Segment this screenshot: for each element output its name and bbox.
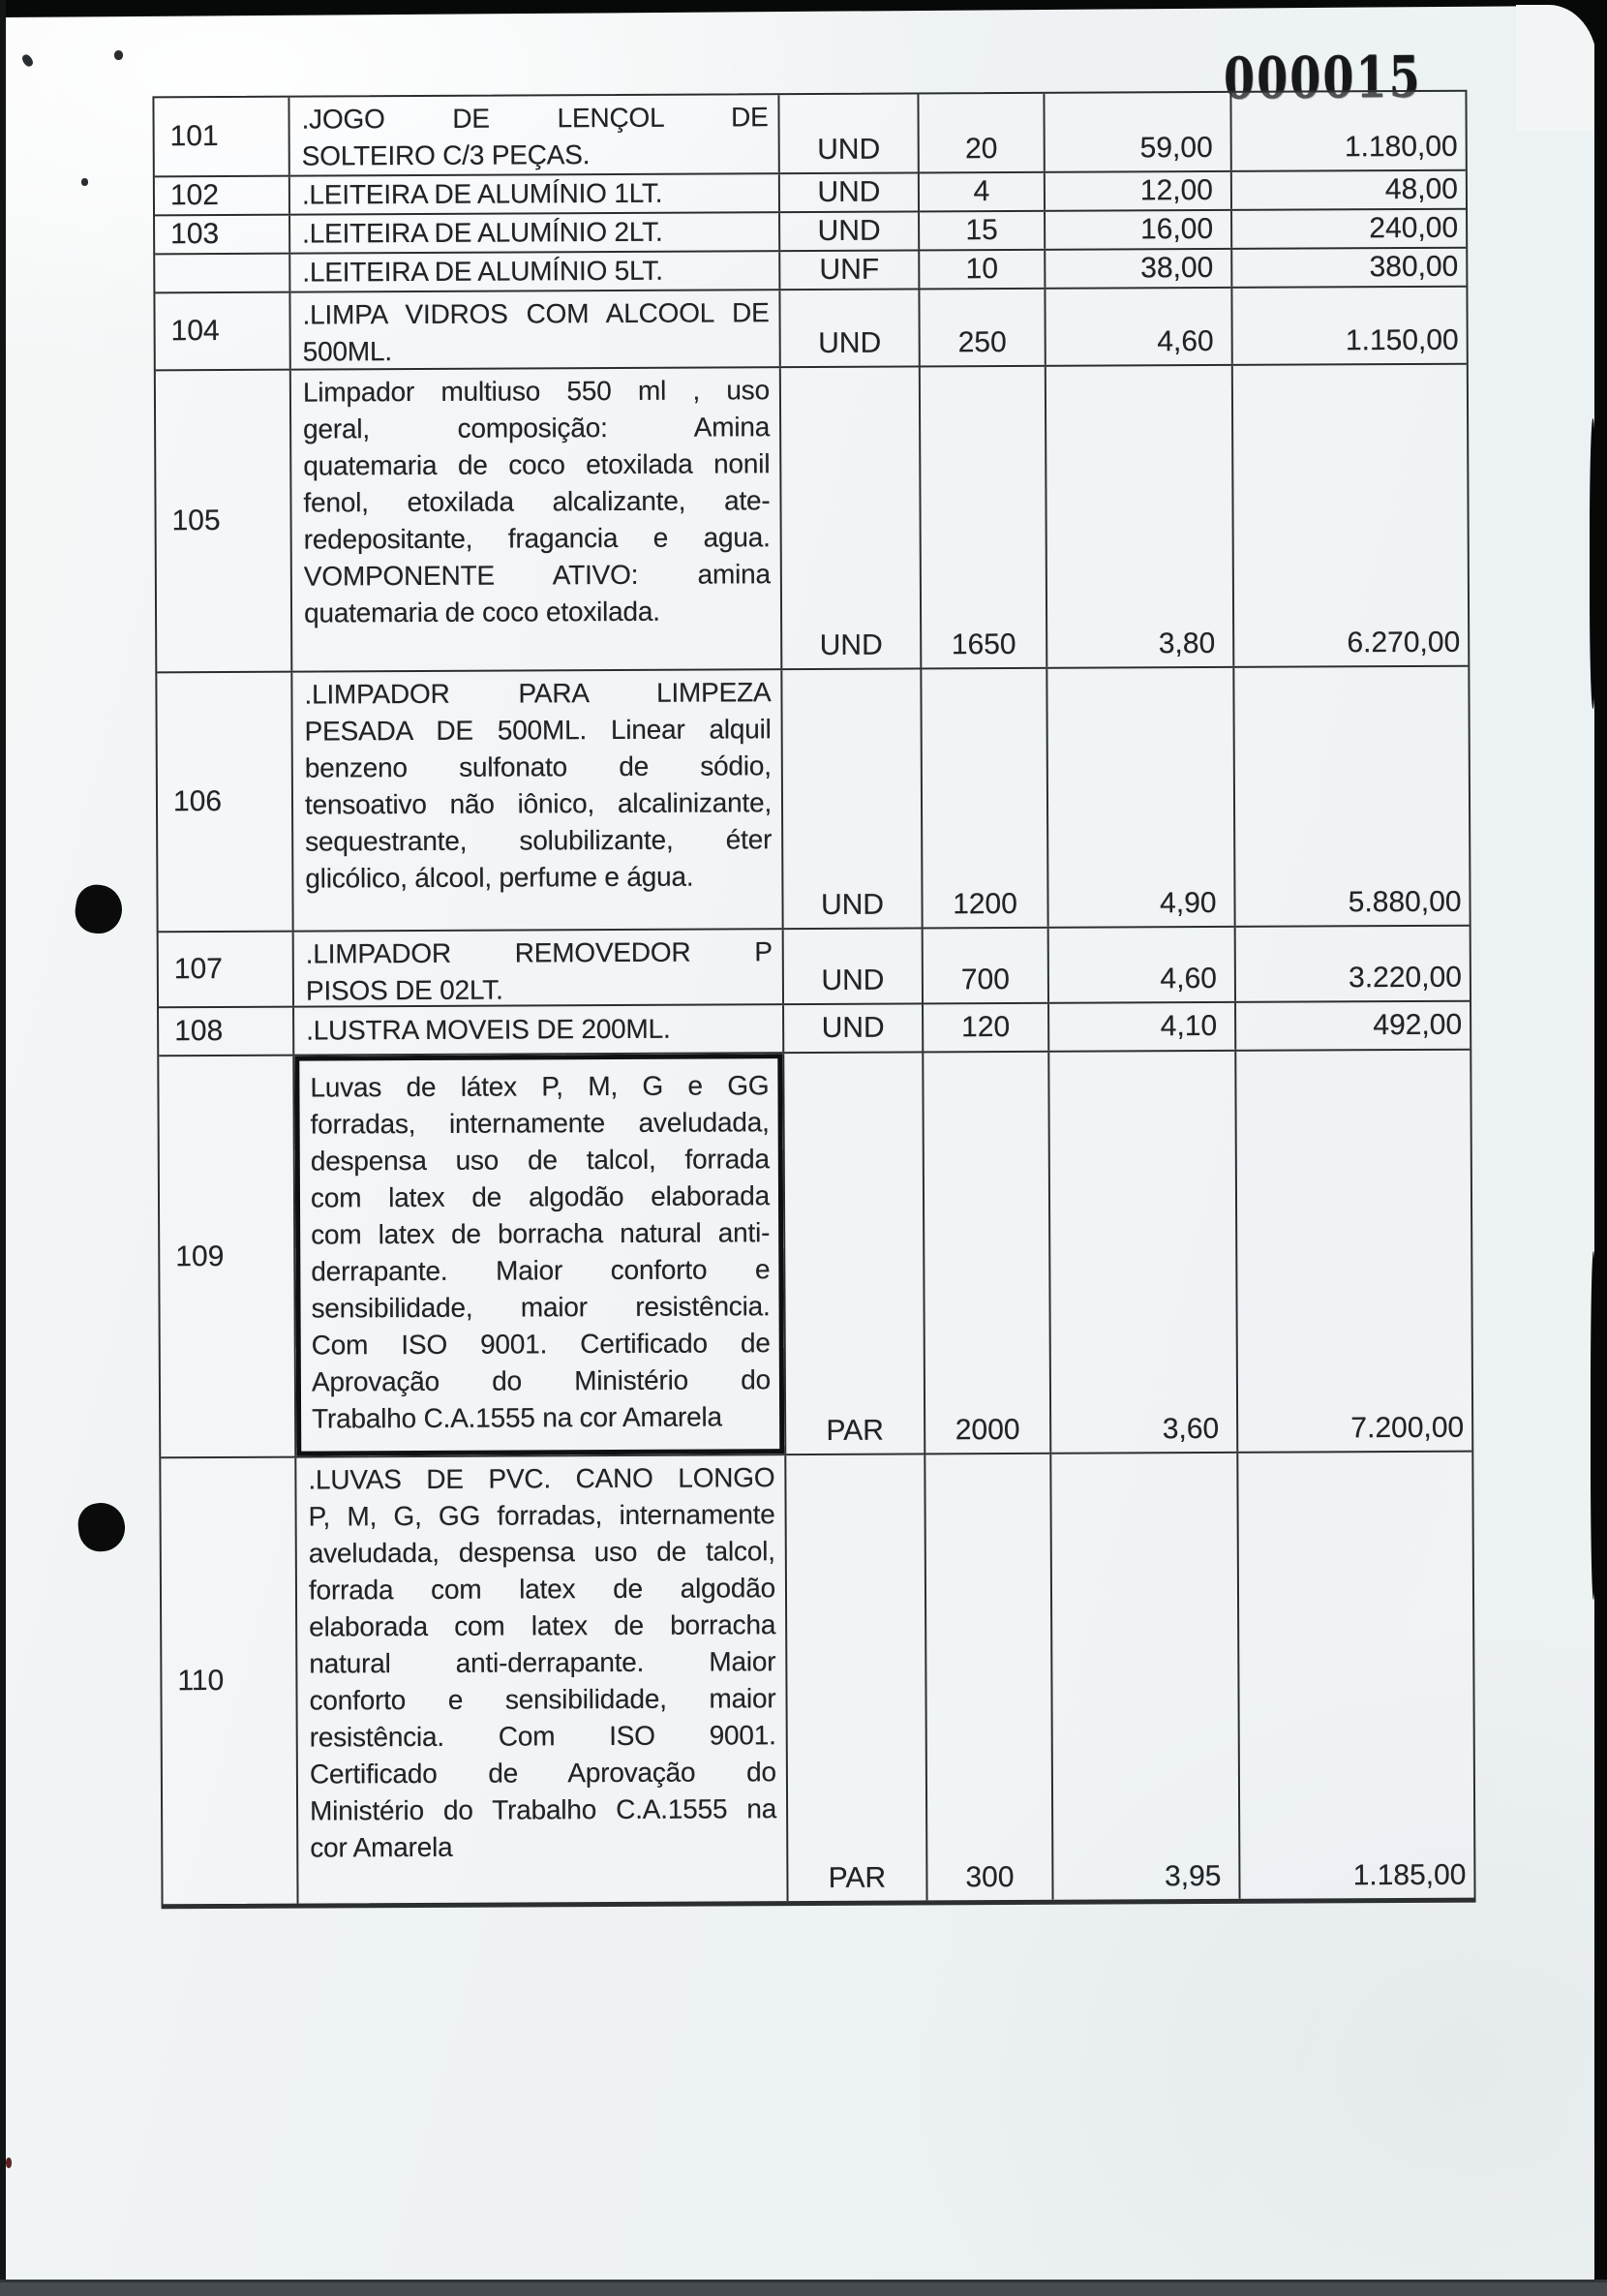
- description-line: geral, composição: Amina: [303, 412, 771, 444]
- unit-value: UND: [820, 888, 885, 921]
- table-row: [157, 665, 1469, 932]
- total-price-value: 240,00: [1369, 211, 1459, 245]
- page-number-stamp: 000015: [1223, 44, 1423, 112]
- item-number: 108: [174, 1014, 224, 1048]
- description-cell: [288, 95, 777, 174]
- unit-cell: [780, 669, 921, 928]
- unit-price-value: 4,10: [1160, 1009, 1218, 1043]
- unit-cell: [782, 1004, 922, 1052]
- total-price-value: 48,00: [1384, 172, 1458, 206]
- table-row: [155, 286, 1466, 370]
- total-price-value: 6.270,00: [1347, 626, 1461, 659]
- unit-cell: [779, 367, 921, 668]
- unit-cell: [778, 251, 918, 289]
- item-number-cell: [157, 673, 291, 932]
- description-line: Certificado de Aprovação do: [309, 1757, 776, 1790]
- description-line: conforto e sensibilidade, maior: [309, 1683, 776, 1716]
- quantity-value: 300: [965, 1861, 1015, 1894]
- total-price-cell: [1230, 210, 1466, 248]
- quantity-cell: [924, 1454, 1051, 1901]
- item-number-cell: [159, 1008, 292, 1056]
- unit-price-cell: [1047, 928, 1234, 1002]
- table-row: [159, 1000, 1470, 1056]
- total-price-cell: [1230, 249, 1466, 287]
- description-line: PISOS DE 02LT.: [305, 974, 503, 1006]
- item-number: 106: [172, 784, 223, 818]
- description-line: forradas, internamente aveludada,: [310, 1107, 770, 1140]
- description-line: fenol, etoxilada alcalizante, ate-: [303, 485, 771, 518]
- ink-speck: [114, 50, 123, 60]
- unit-value: UNF: [819, 253, 880, 286]
- unit-cell: [784, 1454, 925, 1901]
- description-line: quatemaria de coco etoxilada nonil: [303, 448, 771, 481]
- hole-punch-mark: [76, 1501, 128, 1554]
- item-number-cell: [156, 371, 291, 672]
- description-line: Limpador multiuso 550 ml , uso: [302, 375, 770, 408]
- ink-speck: [20, 53, 35, 69]
- quantity-value: 20: [964, 133, 998, 166]
- total-price-value: 492,00: [1373, 1008, 1463, 1042]
- quantity-value: 4: [973, 175, 990, 208]
- ink-speck: [6, 2158, 12, 2168]
- total-price-cell: [1230, 171, 1466, 209]
- description-line: .JOGO DE LENÇOL DE: [301, 102, 769, 135]
- total-price-value: 1.150,00: [1345, 323, 1459, 357]
- table-row: [159, 1049, 1471, 1457]
- scan-edge-right: [1594, 12, 1607, 2296]
- unit-price-value: 4,60: [1160, 962, 1217, 995]
- unit-price-value: 3,80: [1158, 627, 1216, 660]
- total-price-value: 1.185,00: [1352, 1858, 1467, 1892]
- item-number-cell: [155, 255, 288, 292]
- unit-price-cell: [1044, 211, 1230, 249]
- unit-price-cell: [1047, 1052, 1236, 1453]
- description-cell: [292, 1054, 784, 1455]
- quantity-value: 1650: [951, 628, 1016, 661]
- total-price-value: 5.880,00: [1348, 885, 1462, 919]
- table-row: [155, 247, 1466, 292]
- unit-price-value: 3,60: [1162, 1412, 1220, 1446]
- item-number-cell: [155, 177, 288, 215]
- description-line: resistência. Com ISO 9001.: [309, 1720, 776, 1753]
- total-price-value: 380,00: [1369, 250, 1459, 284]
- quantity-cell: [922, 1053, 1049, 1454]
- description-line: elaborada com latex de borracha: [309, 1609, 776, 1642]
- description-cell: [288, 174, 778, 213]
- unit-price-value: 4,60: [1157, 324, 1214, 358]
- description-line: P, M, G, GG forradas, internamente: [308, 1499, 775, 1532]
- description-line: natural anti-derrapante. Maior: [309, 1646, 776, 1679]
- description-line: Ministério do Trabalho C.A.1555 na: [310, 1793, 777, 1826]
- description-line: PESADA DE 500ML. Linear alquil: [304, 714, 772, 747]
- item-number: 102: [169, 178, 220, 212]
- unit-price-cell: [1046, 668, 1233, 927]
- unit-value: UND: [817, 133, 881, 166]
- unit-value: UND: [817, 214, 881, 247]
- unit-value: UND: [817, 175, 881, 208]
- quantity-value: 10: [965, 253, 999, 286]
- unit-cell: [778, 212, 918, 250]
- table-row: [156, 363, 1469, 672]
- unit-cell: [778, 173, 918, 211]
- scan-edge-top: [0, 0, 1607, 21]
- unit-value: UND: [819, 628, 883, 661]
- scan-edge-left: [0, 0, 6, 2296]
- item-number: 105: [171, 504, 221, 537]
- quantity-cell: [918, 290, 1044, 366]
- unit-price-cell: [1044, 250, 1230, 288]
- unit-price-cell: [1047, 1003, 1234, 1051]
- total-price-cell: [1234, 927, 1470, 1001]
- description-cell: [294, 1455, 786, 1903]
- description-line: .LIMPA VIDROS COM ALCOOL DE: [302, 297, 770, 330]
- item-number-cell: [155, 293, 288, 370]
- description-line: SOLTEIRO C/3 PEÇAS.: [301, 139, 591, 171]
- description-line: glicólico, álcool, perfume e água.: [305, 861, 694, 894]
- description-cell: [292, 1005, 782, 1054]
- total-price-cell: [1234, 1051, 1471, 1452]
- quantity-value: 1200: [953, 887, 1017, 921]
- item-number: 110: [177, 1664, 225, 1698]
- description-line: .LUVAS DE PVC. CANO LONGO: [308, 1462, 775, 1495]
- quantity-value: 700: [960, 964, 1011, 996]
- unit-price-value: 38,00: [1140, 251, 1214, 285]
- scan-edge-bottom: [0, 2280, 1607, 2296]
- description-cell: [290, 670, 781, 930]
- description-line: VOMPONENTE ATIVO: amina: [303, 559, 771, 592]
- description-line: sensibilidade, maior resistência.: [311, 1291, 771, 1324]
- unit-cell: [777, 94, 917, 172]
- description-line: .LEITEIRA DE ALUMÍNIO 1LT.: [301, 177, 663, 210]
- item-number: 101: [169, 119, 219, 153]
- description-line: .LIMPADOR PARA LIMPEZA: [304, 677, 772, 710]
- total-price-cell: [1229, 92, 1465, 170]
- unit-cell: [782, 1053, 924, 1454]
- description-line: redepositante, fragancia e agua.: [303, 522, 771, 555]
- description-cell: [292, 930, 782, 1005]
- quantity-value: 15: [965, 214, 998, 247]
- item-number-cell: [154, 98, 288, 176]
- description-line: derrapante. Maior conforto e: [311, 1254, 771, 1287]
- total-price-cell: [1232, 667, 1469, 926]
- unit-cell: [782, 929, 922, 1003]
- description-line: Trabalho C.A.1555 na cor Amarela: [312, 1401, 722, 1434]
- table-row: [159, 925, 1470, 1007]
- description-line: cor Amarela: [310, 1831, 453, 1863]
- description-line: despensa uso de talcol, forrada: [310, 1144, 770, 1177]
- item-number-cell: [161, 1458, 296, 1905]
- total-price-cell: [1234, 1002, 1470, 1050]
- unit-price-value: 16,00: [1139, 212, 1214, 246]
- description-line: Com ISO 9001. Certificado de: [311, 1328, 771, 1361]
- table-row: [154, 92, 1465, 176]
- quantity-cell: [918, 173, 1044, 211]
- quantity-value: 250: [957, 326, 1007, 359]
- description-line: forrada com latex de algodão: [308, 1573, 776, 1606]
- description-cell: [288, 252, 778, 291]
- description-line: Aprovação do Ministério do: [311, 1364, 771, 1397]
- unit-value: PAR: [828, 1861, 887, 1894]
- unit-price-value: 12,00: [1139, 173, 1214, 207]
- quantity-value: 120: [961, 1011, 1011, 1044]
- description-line: .LIMPADOR REMOVEDOR P: [305, 936, 773, 969]
- quantity-cell: [922, 929, 1047, 1003]
- unit-price-cell: [1049, 1454, 1238, 1900]
- description-cell: [288, 291, 778, 368]
- item-number: 109: [175, 1240, 225, 1272]
- total-price-cell: [1236, 1453, 1473, 1899]
- item-number-cell: [155, 216, 288, 254]
- item-number: 107: [173, 952, 223, 986]
- description-line: .LEITEIRA DE ALUMÍNIO 5LT.: [302, 255, 663, 288]
- quantity-value: 2000: [955, 1413, 1020, 1447]
- quantity-cell: [917, 94, 1043, 172]
- items-table: [152, 90, 1475, 1910]
- description-line: sequestrante, solubilizante, éter: [305, 824, 773, 857]
- unit-price-cell: [1044, 289, 1230, 365]
- description-line: .LEITEIRA DE ALUMÍNIO 2LT.: [302, 216, 663, 249]
- unit-cell: [778, 290, 918, 366]
- table-row: [161, 1451, 1473, 1905]
- description-line: 500ML.: [302, 336, 393, 367]
- quantity-cell: [920, 669, 1046, 928]
- total-price-cell: [1230, 288, 1466, 364]
- total-price-cell: [1231, 365, 1469, 666]
- description-line: benzeno sulfonato de sódio,: [304, 750, 772, 783]
- item-number: 103: [170, 217, 220, 251]
- description-line: Luvas de látex P, M, G e GG: [310, 1070, 770, 1103]
- hole-punch-mark: [73, 882, 125, 936]
- table-row: [155, 169, 1466, 215]
- description-line: com latex de algodão elaborada: [310, 1180, 771, 1213]
- description-line: com latex de borracha natural anti-: [311, 1217, 771, 1250]
- ink-speck: [81, 178, 88, 186]
- description-line: aveludada, despensa uso de talcol,: [308, 1536, 775, 1569]
- quantity-cell: [918, 251, 1044, 289]
- quantity-cell: [922, 1004, 1047, 1052]
- item-number-cell: [159, 1056, 294, 1457]
- unit-price-cell: [1043, 93, 1229, 171]
- total-price-value: 7.200,00: [1350, 1411, 1465, 1445]
- item-number-cell: [159, 933, 292, 1007]
- description-line: quatemaria de coco etoxilada.: [303, 596, 660, 628]
- unit-value: UND: [818, 326, 882, 359]
- unit-price-value: 4,90: [1160, 886, 1217, 920]
- total-price-value: 3.220,00: [1349, 961, 1462, 995]
- unit-price-value: 59,00: [1139, 131, 1213, 165]
- quantity-cell: [919, 367, 1046, 668]
- unit-value: UND: [821, 964, 885, 996]
- unit-price-cell: [1044, 172, 1230, 210]
- unit-value: PAR: [826, 1414, 884, 1447]
- item-number: [170, 273, 288, 274]
- description-line: .LUSTRA MOVEIS DE 200ML.: [306, 1013, 671, 1046]
- description-line: tensoativo não iônico, alcalinizante,: [304, 787, 773, 820]
- item-number: 104: [170, 314, 220, 348]
- description-cell: [288, 213, 778, 252]
- quantity-cell: [918, 212, 1044, 250]
- total-price-value: 1.180,00: [1344, 130, 1458, 164]
- unit-price-value: 3,95: [1164, 1859, 1222, 1893]
- unit-price-cell: [1045, 366, 1233, 667]
- description-cell: [289, 368, 781, 670]
- unit-value: UND: [821, 1011, 885, 1044]
- table-row: [155, 208, 1466, 254]
